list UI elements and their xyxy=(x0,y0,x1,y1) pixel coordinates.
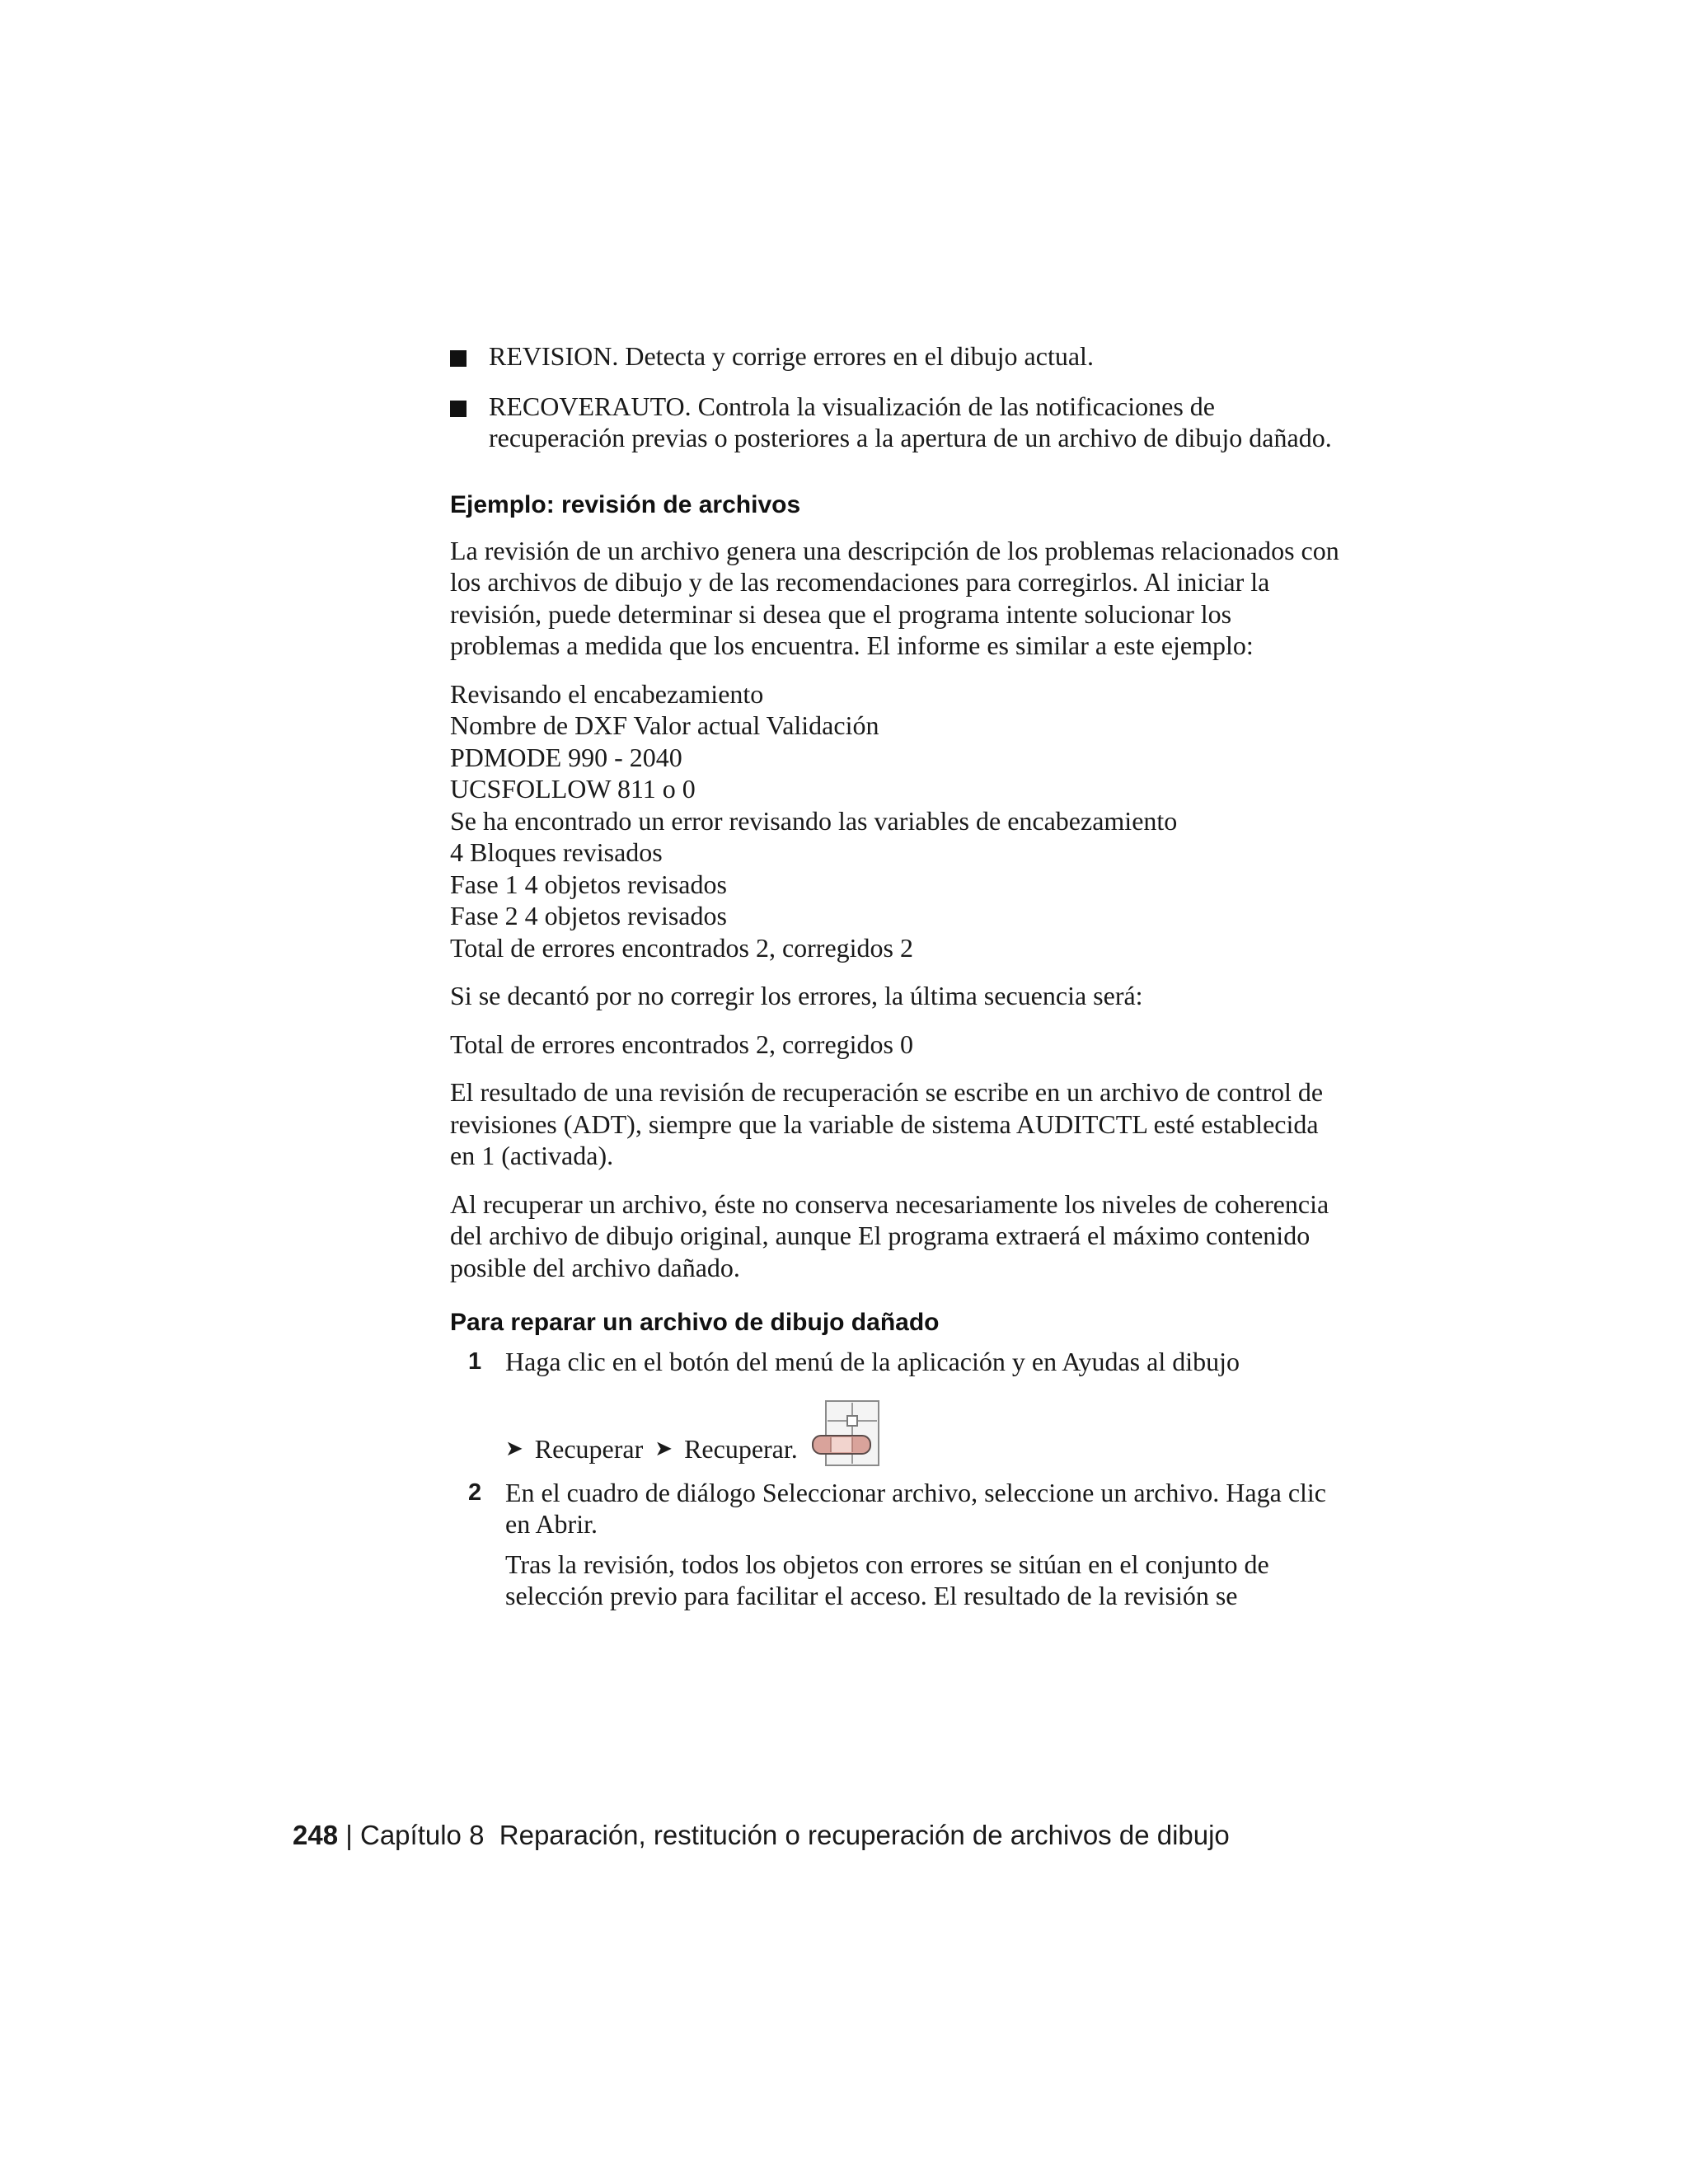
arrow-right-icon: ➤ xyxy=(505,1436,523,1460)
step-text: En el cuadro de diálogo Seleccionar archivo, seleccione un archivo. Haga clic en Abrir. xyxy=(505,1477,1326,1539)
menu-path xyxy=(505,1394,1340,1465)
report-line: 4 Bloques revisados xyxy=(450,837,663,867)
repair-steps xyxy=(450,1346,1340,1612)
list-item xyxy=(450,340,1340,373)
square-bullet-icon xyxy=(450,350,467,367)
report-line: Revisando el encabezamiento xyxy=(450,678,764,709)
audit-intro-paragraph: La revisión de un archivo genera una descripción de los problemas relacionados con los archivos de dibujo y de las recomendaciones para corregirlos. Al iniciar la revisión, puede determinar si desea que el programa intente solucionar los problemas a medida que los encuentra. El informe es similar a este ejemplo: xyxy=(450,535,1339,660)
report-line: Fase 1 4 objetos revisados xyxy=(450,869,727,899)
report-line: Se ha encontrado un error revisando las variables de encabezamiento xyxy=(450,805,1178,836)
bullet-text: RECOVERAUTO. Controla la visualización de las notificaciones de recuperación previas o posteriores a la apertura de un archivo de dibujo dañado. xyxy=(489,391,1332,452)
step-2 xyxy=(450,1477,1340,1612)
audit-report-sample xyxy=(450,678,1340,964)
recover-paragraph: Al recuperar un archivo, éste no conserva necesariamente los niveles de coherencia del archivo de dibujo original, aunque El programa extraerá el máximo contenido posible del archivo dañado. xyxy=(450,1188,1329,1282)
report-line: Fase 2 4 objetos revisados xyxy=(450,901,727,930)
step-1 xyxy=(450,1346,1340,1465)
audit-result-paragraph: El resultado de una revisión de recuperación se escribe en un archivo de control de revisiones (ADT), siempre que la variable de sistema AUDITCTL esté establecida en 1 (activada). xyxy=(450,1077,1324,1170)
menu-path-item: Recuperar xyxy=(534,1434,644,1464)
footer-separator: | xyxy=(345,1820,353,1850)
menu-path-item: Recuperar. xyxy=(684,1434,798,1464)
square-bullet-icon xyxy=(450,401,467,417)
bullet-list xyxy=(450,340,1340,454)
step-number: 2 xyxy=(468,1479,482,1506)
arrow-right-icon: ➤ xyxy=(654,1436,673,1460)
report-line: Total de errores encontrados 2, corregidos 2 xyxy=(450,932,913,963)
recover-icon xyxy=(809,1399,880,1470)
report-line: Nombre de DXF Valor actual Validación xyxy=(450,710,879,740)
step-text: Haga clic en el botón del menú de la aplicación y en Ayudas al dibujo xyxy=(505,1347,1240,1376)
report-line: UCSFOLLOW 811 o 0 xyxy=(450,774,696,804)
step-number: 1 xyxy=(468,1348,482,1375)
page-number: 248 xyxy=(293,1820,339,1850)
report-line: PDMODE 990 - 2040 xyxy=(450,742,682,772)
total-errors-line: Total de errores encontrados 2, corregidos 0 xyxy=(450,1029,913,1059)
chapter-label: Capítulo 8 xyxy=(359,1820,485,1850)
chapter-title: Reparación, restitución o recuperación de archivos de dibujo xyxy=(499,1820,1230,1850)
list-item xyxy=(450,391,1340,454)
no-fix-paragraph: Si se decantó por no corregir los errores, la última secuencia será: xyxy=(450,981,1143,1010)
page-footer xyxy=(293,1820,1230,1851)
page-content xyxy=(450,340,1340,1624)
step-subtext: Tras la revisión, todos los objetos con errores se sitúan en el conjunto de selección previo para facilitar el acceso. El resultado de la revisión se xyxy=(505,1549,1269,1610)
section-heading-audit-example: Ejemplo: revisión de archivos xyxy=(450,490,801,518)
section-heading-repair: Para reparar un archivo de dibujo dañado xyxy=(450,1309,940,1336)
bullet-text: REVISION. Detecta y corrige errores en el dibujo actual. xyxy=(489,341,1094,371)
